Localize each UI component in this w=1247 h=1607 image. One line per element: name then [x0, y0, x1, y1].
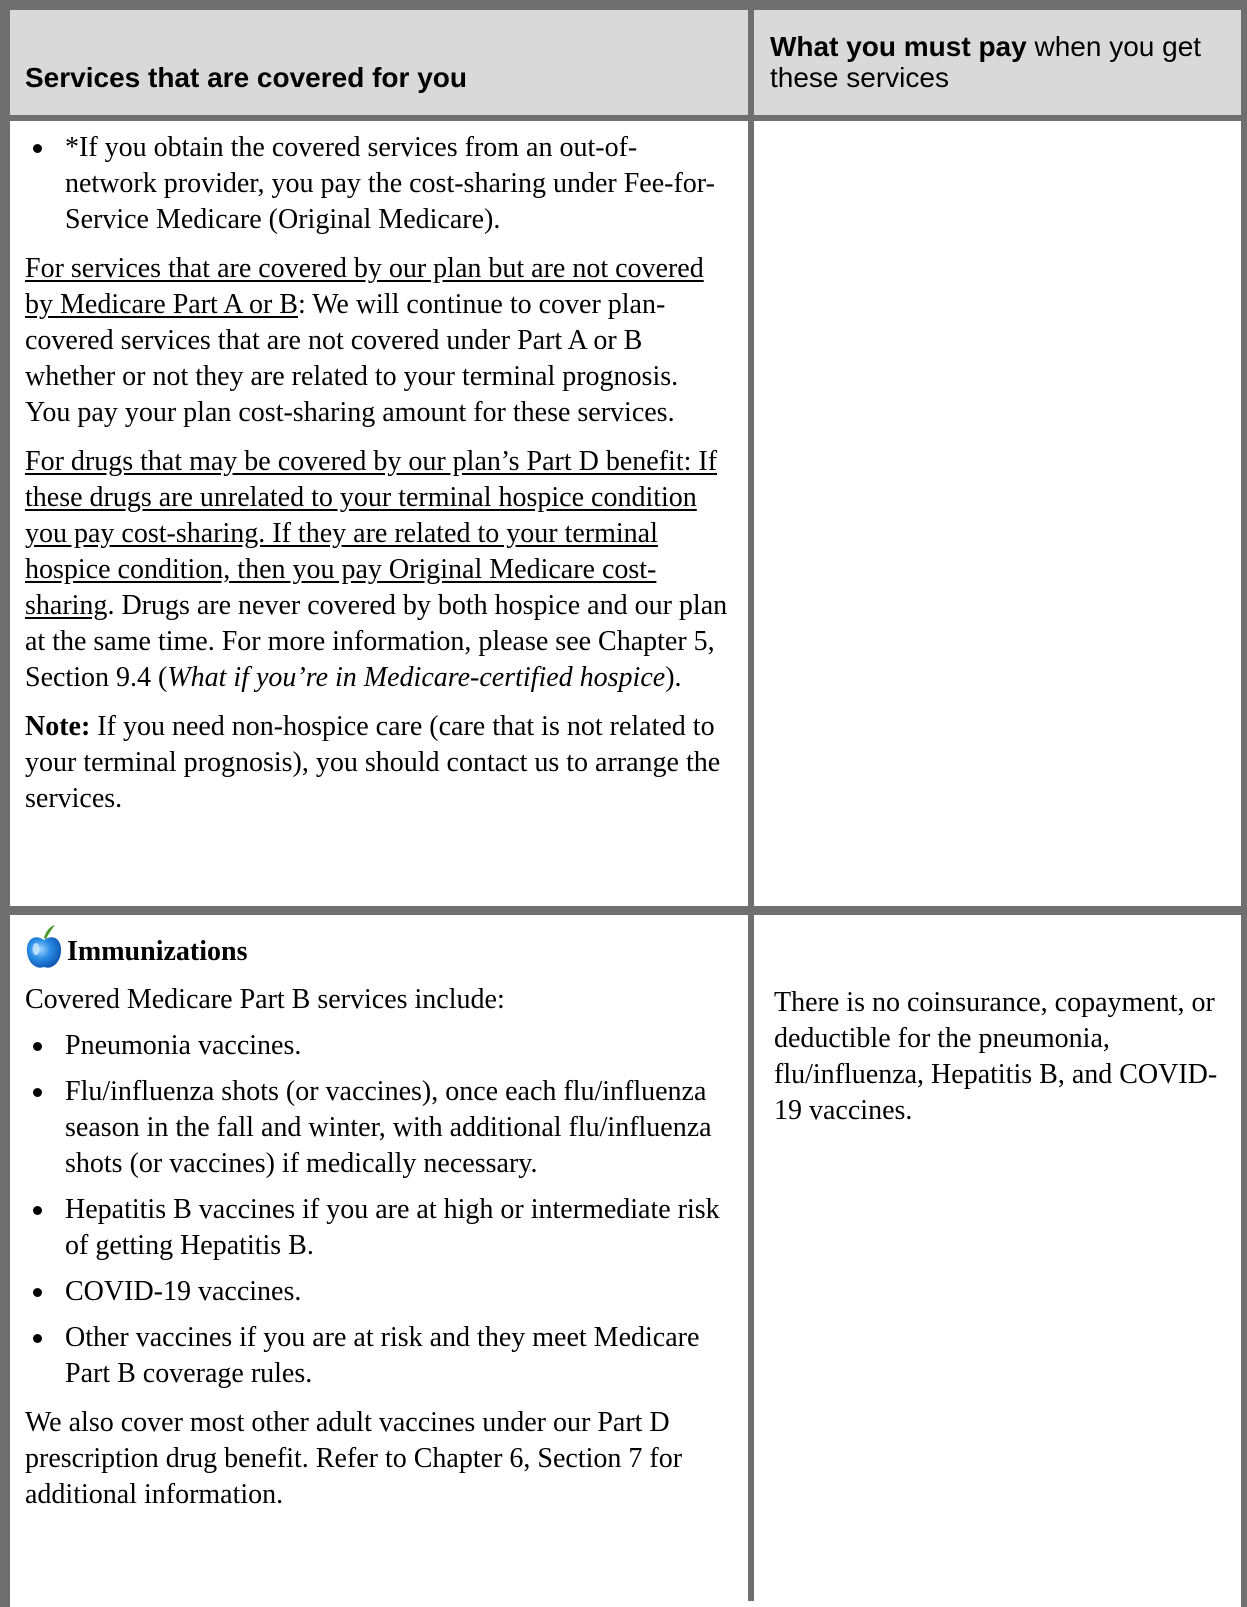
hospice-services-cell	[10, 121, 754, 906]
hospice-part-d-paragraph: For drugs that may be covered by our plan’s Part D benefit: If these drugs are unrelated to your terminal hospice condition you pay cost-sharing. If they are related to your terminal hospice condition, then you pay Original Medicare cost-sharing. Drugs are never covered by both hospice and our plan at the same time. For more information, please see Chapter 5, Section 9.4 (What if you’re in Medicare-certified hospice).	[25, 446, 728, 693]
header-payment-rest: when you get these services	[770, 31, 1202, 93]
immunizations-bullet-list	[25, 1028, 728, 1392]
immunizations-services-cell	[10, 915, 754, 1601]
hospice-non-medicare-paragraph: For services that are covered by our plan but are not covered by Medicare Part A or B: We will continue to cover plan-covered services that are not covered under Part A or B whether or not they are related to your terminal prognosis. You pay your plan cost-sharing amount for these services.	[25, 253, 704, 428]
list-item: *If you obtain the covered services from an out-of-network provider, you pay the cost-sharing under Fee-for-Service Medicare (Original Medicare).	[25, 130, 728, 238]
immunizations-row	[10, 915, 1241, 1601]
hospice-row	[10, 121, 1241, 915]
header-payment-cell	[754, 10, 1241, 115]
header-services-text: Services that are covered for you	[25, 62, 467, 93]
apple-icon	[25, 924, 63, 970]
hospice-payment-cell	[754, 121, 1241, 906]
header-services-cell	[10, 10, 754, 115]
immunizations-payment-cell	[754, 915, 1241, 1601]
list-item: COVID-19 vaccines.	[25, 1274, 728, 1310]
immunizations-payment-text: There is no coinsurance, copayment, or deductible for the pneumonia, flu/influenza, Hepatitis B, and COVID-19 vaccines.	[774, 987, 1218, 1126]
hospice-note-paragraph: Note: If you need non-hospice care (care that is not related to your terminal prognosis), you should contact us to arrange the services.	[25, 711, 721, 814]
immunizations-intro: Covered Medicare Part B services include:	[25, 984, 505, 1015]
header-payment-text	[770, 31, 1231, 93]
list-item: Hepatitis B vaccines if you are at high or intermediate risk of getting Hepatitis B.	[25, 1192, 728, 1264]
list-item: Flu/influenza shots (or vaccines), once each flu/influenza season in the fall and winter, with additional flu/influenza shots (or vaccines) if medically necessary.	[25, 1074, 728, 1182]
table-header-row	[10, 10, 1241, 121]
hospice-bullet-list	[25, 130, 728, 238]
immunizations-title-text: Immunizations	[67, 936, 248, 967]
immunizations-closing: We also cover most other adult vaccines under our Part D prescription drug benefit. Refer to Chapter 6, Section 7 for additional information.	[25, 1407, 683, 1510]
header-payment-bold: What you must pay	[770, 31, 1027, 62]
immunizations-title	[25, 924, 728, 970]
list-item: Other vaccines if you are at risk and they meet Medicare Part B coverage rules.	[25, 1320, 728, 1392]
list-item: Pneumonia vaccines.	[25, 1028, 728, 1064]
